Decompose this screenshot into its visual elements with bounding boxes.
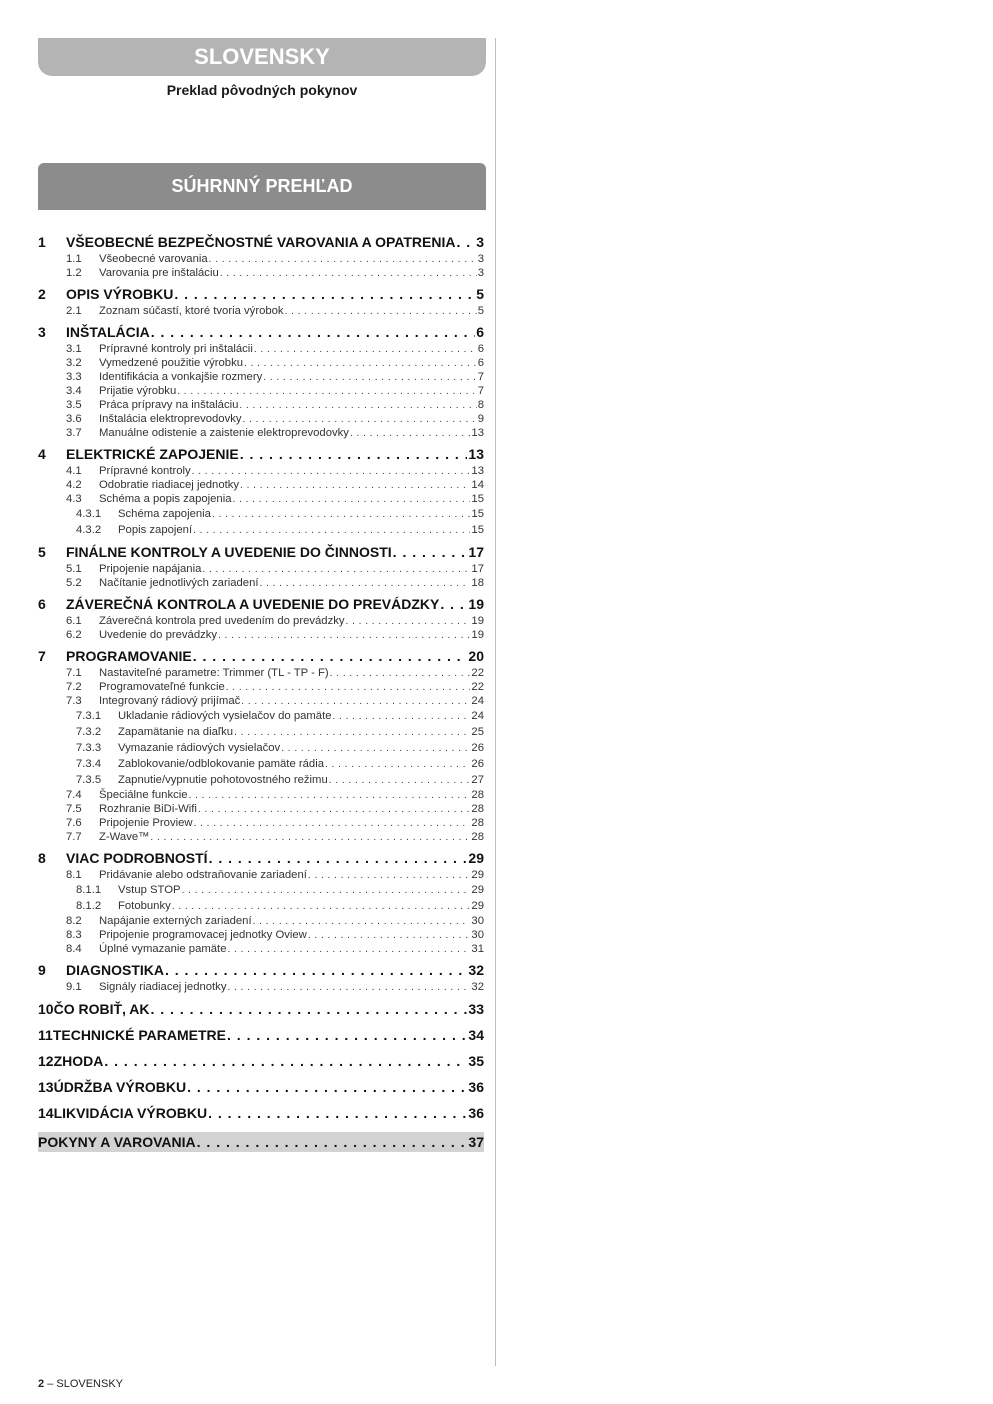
entry-title: Úplné vymazanie pamäte	[99, 943, 227, 955]
toc-chapter[interactable]	[38, 999, 484, 1020]
toc-chapter[interactable]	[38, 595, 484, 614]
dot-leader	[189, 789, 471, 802]
toc-item[interactable]	[38, 708, 484, 724]
entry-title: Zablokovanie/odblokovanie pamäte rádia	[118, 758, 324, 770]
entry-page: 33	[468, 1001, 484, 1017]
entry-number: 9	[38, 962, 46, 978]
toc-item[interactable]	[38, 680, 484, 694]
entry-page: 13	[471, 427, 484, 439]
dot-leader	[193, 647, 468, 666]
entry-page: 28	[471, 817, 484, 829]
toc-chapter[interactable]	[38, 445, 484, 464]
dot-leader	[212, 507, 470, 522]
toc-item[interactable]	[38, 772, 484, 788]
entry-title: Zoznam súčastí, ktoré tvoria výrobok	[99, 305, 284, 317]
entry-page: 6	[477, 343, 484, 355]
entry-page: 26	[471, 742, 484, 754]
toc-chapter[interactable]	[38, 849, 484, 868]
entry-title: Napájanie externých zariadení	[99, 915, 252, 927]
entry-title: LIKVIDÁCIA VÝROBKU	[53, 1105, 208, 1121]
table-of-contents	[38, 233, 484, 1152]
entry-title: Pridávanie alebo odstraňovanie zariadení	[99, 869, 307, 881]
entry-title: Práca prípravy na inštaláciu	[99, 399, 239, 411]
entry-number: 7	[38, 648, 46, 664]
entry-number: 3.3	[66, 371, 82, 383]
entry-title: INŠTALÁCIA	[66, 324, 150, 340]
dot-leader	[325, 757, 470, 772]
entry-page: 32	[471, 981, 484, 993]
toc-item[interactable]	[38, 356, 484, 370]
entry-page: 36	[468, 1079, 484, 1095]
dot-leader	[174, 285, 475, 304]
language-header: SLOVENSKY	[38, 38, 486, 76]
dot-leader	[227, 1025, 467, 1046]
entry-number: 4.1	[66, 465, 82, 477]
entry-title: Prípravné kontroly	[99, 465, 191, 477]
toc-item[interactable]	[38, 506, 484, 522]
toc-title: SÚHRNNÝ PREHĽAD	[38, 163, 486, 210]
entry-title: ZHODA	[53, 1053, 104, 1069]
toc-chapter[interactable]	[38, 285, 484, 304]
entry-number: 11	[38, 1027, 53, 1043]
dot-leader	[346, 615, 471, 628]
entry-number: 7.3.3	[76, 742, 102, 754]
dot-leader	[194, 817, 471, 830]
entry-title: Identifikácia a vonkajšie rozmery	[99, 371, 263, 383]
dot-leader	[440, 595, 467, 614]
entry-number: 8.1	[66, 869, 82, 881]
entry-title: Zapamätanie na diaľku	[118, 726, 234, 738]
toc-item[interactable]	[38, 882, 484, 898]
entry-title: Odobratie riadiacej jednotky	[99, 479, 240, 491]
entry-title: Uvedenie do prevádzky	[99, 629, 218, 641]
toc-item[interactable]	[38, 576, 484, 590]
entry-number: 7.6	[66, 817, 82, 829]
entry-title: Schéma a popis zapojenia	[99, 493, 232, 505]
entry-title: Rozhranie BiDi-Wifi	[99, 803, 197, 815]
entry-page: 3	[477, 267, 484, 279]
dot-leader	[233, 493, 471, 506]
entry-number: 9.1	[66, 981, 82, 993]
toc-item[interactable]	[38, 478, 484, 492]
entry-number: 12	[38, 1053, 54, 1069]
entry-number: 7.7	[66, 831, 82, 843]
entry-page: 18	[471, 577, 484, 589]
dot-leader	[104, 1051, 467, 1072]
entry-page: 24	[471, 695, 484, 707]
dot-leader	[150, 831, 470, 844]
entry-title: VŠEOBECNÉ BEZPEČNOSTNÉ VAROVANIA A OPATRENIA	[66, 234, 456, 250]
toc-item[interactable]	[38, 694, 484, 708]
entry-title: Záverečná kontrola pred uvedením do prevádzky	[99, 615, 345, 627]
entry-number: 7.3.4	[76, 758, 102, 770]
entry-number: 5.2	[66, 577, 82, 589]
entry-number: 2	[38, 286, 46, 302]
toc-item[interactable]	[38, 928, 484, 942]
entry-number: 4	[38, 446, 46, 462]
entry-number: 4.2	[66, 479, 82, 491]
dot-leader	[253, 915, 471, 928]
entry-page: 7	[477, 371, 484, 383]
entry-number: 8.1.1	[76, 884, 102, 896]
entry-number: 8.3	[66, 929, 82, 941]
toc-item[interactable]	[38, 980, 484, 994]
dot-leader	[456, 233, 475, 252]
toc-item[interactable]	[38, 868, 484, 882]
entry-title: Ukladanie rádiových vysielačov do pamäte	[118, 710, 332, 722]
toc-item[interactable]	[38, 522, 484, 538]
footer-separator: –	[47, 1378, 54, 1390]
toc-chapter[interactable]	[38, 543, 484, 562]
dot-leader	[329, 773, 471, 788]
dot-leader	[263, 371, 476, 384]
dot-leader	[260, 577, 471, 590]
entry-number: 8.2	[66, 915, 82, 927]
entry-number: 3.4	[66, 385, 82, 397]
dot-leader	[241, 695, 470, 708]
entry-title: Schéma zapojenia	[118, 508, 211, 520]
entry-page: 6	[477, 357, 484, 369]
footer-page-number: 2	[38, 1378, 45, 1390]
entry-number: 2.1	[66, 305, 82, 317]
toc-chapter[interactable]	[38, 1051, 484, 1072]
entry-number: 1.1	[66, 253, 82, 265]
entry-page: 29	[471, 900, 484, 912]
dot-leader	[209, 849, 468, 868]
entry-title: Pripojenie programovacej jednotky Oview	[99, 929, 307, 941]
entry-title: Špeciálne funkcie	[99, 789, 188, 801]
toc-item[interactable]	[38, 666, 484, 680]
entry-page: 8	[477, 399, 484, 411]
entry-page: 20	[468, 648, 484, 664]
entry-page: 27	[471, 774, 484, 786]
toc-item[interactable]	[38, 384, 484, 398]
dot-leader	[187, 1077, 467, 1098]
dot-leader	[239, 399, 476, 412]
dot-leader	[220, 267, 477, 280]
dot-leader	[208, 1103, 467, 1124]
dot-leader	[177, 385, 476, 398]
dot-leader	[234, 725, 470, 740]
dot-leader	[350, 427, 470, 440]
entry-title: Vymazanie rádiových vysielačov	[118, 742, 281, 754]
entry-page: 13	[468, 446, 484, 462]
entry-number: 6.1	[66, 615, 82, 627]
toc-chapter[interactable]	[38, 1103, 484, 1124]
toc-item[interactable]	[38, 756, 484, 772]
toc-item[interactable]	[38, 816, 484, 830]
dot-leader	[172, 899, 471, 914]
entry-number: 7.3.1	[76, 710, 102, 722]
entry-number: 3.1	[66, 343, 82, 355]
entry-page: 25	[471, 726, 484, 738]
entry-number: 5	[38, 544, 46, 560]
entry-number: 7.3.5	[76, 774, 102, 786]
toc-chapter[interactable]	[38, 233, 484, 252]
entry-number: 6	[38, 596, 46, 612]
entry-page: 30	[471, 915, 484, 927]
entry-number: 1	[38, 234, 46, 250]
entry-number: 3.7	[66, 427, 82, 439]
entry-number: 6.2	[66, 629, 82, 641]
entry-page: 22	[471, 667, 484, 679]
dot-leader	[198, 803, 470, 816]
entry-title: Pripojenie napájania	[99, 563, 202, 575]
dot-leader	[182, 883, 471, 898]
entry-title: FINÁLNE KONTROLY A UVEDENIE DO ČINNOSTI	[66, 544, 392, 560]
entry-title: Vstup STOP	[118, 884, 181, 896]
dot-leader	[308, 869, 471, 882]
toc-item[interactable]	[38, 464, 484, 478]
entry-page: 15	[471, 508, 484, 520]
toc-item[interactable]	[38, 492, 484, 506]
entry-title: DIAGNOSTIKA	[66, 962, 164, 978]
toc-item[interactable]	[38, 342, 484, 356]
entry-title: Načítanie jednotlivých zariadení	[99, 577, 259, 589]
entry-page: 5	[476, 286, 484, 302]
entry-number: 4.3	[66, 493, 82, 505]
dot-leader	[333, 709, 471, 724]
dot-leader	[193, 523, 470, 538]
toc-chapter[interactable]	[38, 961, 484, 980]
entry-title: ÚDRŽBA VÝROBKU	[53, 1079, 187, 1095]
entry-title: Varovania pre inštaláciu	[99, 267, 219, 279]
toc-item[interactable]	[38, 914, 484, 928]
entry-page: 29	[471, 884, 484, 896]
toc-item[interactable]	[38, 370, 484, 384]
entry-number: 7.3.2	[76, 726, 102, 738]
entry-title: ZÁVEREČNÁ KONTROLA A UVEDENIE DO PREVÁDZKY	[66, 596, 440, 612]
entry-number: 3	[38, 324, 46, 340]
toc-item[interactable]	[38, 802, 484, 816]
entry-number: 5.1	[66, 563, 82, 575]
entry-title: Integrovaný rádiový prijímač	[99, 695, 241, 707]
toc-item[interactable]	[38, 398, 484, 412]
page-footer	[38, 1378, 123, 1390]
entry-page: 24	[471, 710, 484, 722]
entry-page: 13	[471, 465, 484, 477]
dot-leader	[254, 343, 477, 356]
toc-chapter[interactable]	[38, 1077, 484, 1098]
entry-page: 36	[468, 1105, 484, 1121]
column-divider	[495, 38, 496, 1366]
entry-page: 28	[471, 831, 484, 843]
entry-page: 14	[471, 479, 484, 491]
dot-leader	[393, 543, 468, 562]
toc-item[interactable]	[38, 266, 484, 280]
entry-title: Pripojenie Proview	[99, 817, 193, 829]
toc-final-entry[interactable]	[38, 1132, 484, 1152]
entry-number: 14	[38, 1105, 54, 1121]
dot-leader	[240, 445, 468, 464]
footer-language: SLOVENSKY	[56, 1378, 124, 1390]
entry-number: 8.1.2	[76, 900, 102, 912]
entry-page: 5	[477, 305, 484, 317]
dot-leader	[165, 961, 467, 980]
entry-title: ČO ROBIŤ, AK	[53, 1001, 150, 1017]
entry-page: 28	[471, 803, 484, 815]
toc-item[interactable]	[38, 304, 484, 318]
entry-title: Prípravné kontroly pri inštalácii	[99, 343, 253, 355]
entry-number: 8.4	[66, 943, 82, 955]
entry-number: 8	[38, 850, 46, 866]
entry-page: 28	[471, 789, 484, 801]
toc-item[interactable]	[38, 614, 484, 628]
dot-leader	[197, 1132, 468, 1152]
entry-number: 7.2	[66, 681, 82, 693]
entry-number: 3.2	[66, 357, 82, 369]
entry-title: POKYNY A VAROVANIA	[38, 1134, 196, 1150]
dot-leader	[151, 999, 468, 1020]
entry-number: 7.4	[66, 789, 82, 801]
entry-page: 29	[468, 850, 484, 866]
entry-title: PROGRAMOVANIE	[66, 648, 192, 664]
entry-title: Inštalácia elektroprevodovky	[99, 413, 242, 425]
entry-title: Fotobunky	[118, 900, 171, 912]
toc-item[interactable]	[38, 942, 484, 956]
toc-chapter[interactable]	[38, 647, 484, 666]
dot-leader	[227, 981, 470, 994]
entry-page: 32	[468, 962, 484, 978]
entry-page: 31	[471, 943, 484, 955]
entry-page: 34	[468, 1027, 484, 1043]
toc-item[interactable]	[38, 788, 484, 802]
entry-title: Popis zapojení	[118, 524, 193, 536]
entry-title: Manuálne odistenie a zaistenie elektroprevodovky	[99, 427, 349, 439]
entry-page: 22	[471, 681, 484, 693]
entry-page: 3	[477, 253, 484, 265]
entry-title: Prijatie výrobku	[99, 385, 177, 397]
entry-title: Všeobecné varovania	[99, 253, 208, 265]
toc-item[interactable]	[38, 724, 484, 740]
entry-title: Zapnutie/vypnutie pohotovostného režimu	[118, 774, 328, 786]
toc-chapter[interactable]	[38, 323, 484, 342]
entry-title: VIAC PODROBNOSTÍ	[66, 850, 208, 866]
entry-page: 7	[477, 385, 484, 397]
dot-leader	[192, 465, 471, 478]
dot-leader	[330, 667, 471, 680]
entry-number: 13	[38, 1079, 54, 1095]
entry-page: 37	[468, 1134, 484, 1150]
toc-item[interactable]	[38, 562, 484, 576]
dot-leader	[285, 305, 477, 318]
entry-page: 35	[468, 1053, 484, 1069]
entry-title: Signály riadiacej jednotky	[99, 981, 227, 993]
dot-leader	[202, 563, 470, 576]
entry-page: 15	[471, 524, 484, 536]
entry-number: 7.5	[66, 803, 82, 815]
dot-leader	[209, 253, 477, 266]
entry-title: Z-Wave™	[99, 831, 150, 843]
dot-leader	[240, 479, 470, 492]
toc-item[interactable]	[38, 830, 484, 844]
dot-leader	[244, 357, 477, 370]
toc-item[interactable]	[38, 252, 484, 266]
toc-item[interactable]	[38, 898, 484, 914]
entry-title: Programovateľné funkcie	[99, 681, 225, 693]
entry-number: 10	[38, 1001, 54, 1017]
dot-leader	[151, 323, 475, 342]
toc-chapter[interactable]	[38, 1025, 484, 1046]
entry-page: 6	[476, 324, 484, 340]
dot-leader	[227, 943, 470, 956]
toc-item[interactable]	[38, 412, 484, 426]
entry-page: 17	[471, 563, 484, 575]
entry-page: 19	[471, 629, 484, 641]
entry-page: 30	[471, 929, 484, 941]
entry-title: ELEKTRICKÉ ZAPOJENIE	[66, 446, 239, 462]
entry-number: 4.3.1	[76, 508, 102, 520]
entry-title: Vymedzené použitie výrobku	[99, 357, 244, 369]
dot-leader	[218, 629, 470, 642]
toc-item[interactable]	[38, 740, 484, 756]
entry-number: 7.3	[66, 695, 82, 707]
entry-title: OPIS VÝROBKU	[66, 286, 174, 302]
entry-page: 26	[471, 758, 484, 770]
toc-item[interactable]	[38, 628, 484, 642]
entry-page: 17	[468, 544, 484, 560]
dot-leader	[308, 929, 471, 942]
page-subtitle: Preklad pôvodných pokynov	[166, 82, 358, 98]
entry-title: Nastaviteľné parametre: Trimmer (TL - TP - F)	[99, 667, 329, 679]
entry-page: 19	[471, 615, 484, 627]
entry-number: 1.2	[66, 267, 82, 279]
dot-leader	[226, 681, 471, 694]
entry-number: 3.5	[66, 399, 82, 411]
toc-item[interactable]	[38, 426, 484, 440]
entry-number: 4.3.2	[76, 524, 102, 536]
entry-title: TECHNICKÉ PARAMETRE	[52, 1027, 227, 1043]
entry-number: 3.6	[66, 413, 82, 425]
dot-leader	[281, 741, 470, 756]
entry-page: 3	[476, 234, 484, 250]
entry-page: 29	[471, 869, 484, 881]
entry-number: 7.1	[66, 667, 82, 679]
entry-page: 19	[468, 596, 484, 612]
entry-page: 15	[471, 493, 484, 505]
dot-leader	[243, 413, 477, 426]
entry-page: 9	[477, 413, 484, 425]
